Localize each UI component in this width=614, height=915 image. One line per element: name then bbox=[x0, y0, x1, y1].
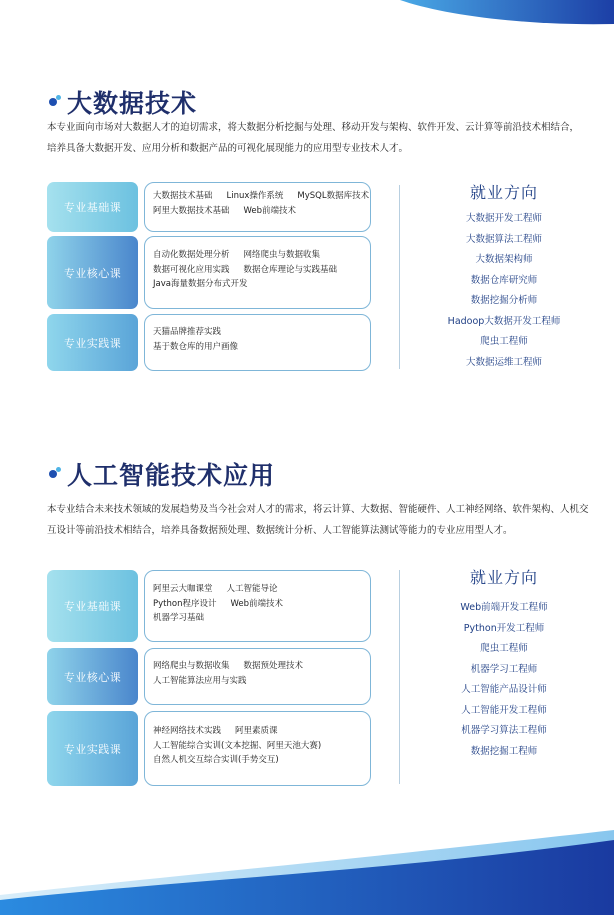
course-tag: 专业核心课 bbox=[47, 236, 138, 309]
course-line bbox=[153, 277, 362, 292]
divider bbox=[399, 570, 400, 784]
course-item: Python程序设计 bbox=[153, 598, 217, 609]
course-item: 数据可视化应用实践 bbox=[153, 264, 230, 275]
course-item: 数据预处理技术 bbox=[243, 661, 304, 671]
course-item: 数据仓库理论与实践基础 bbox=[243, 264, 338, 275]
course-box bbox=[144, 182, 371, 232]
course-item: 人工智能综合实训(文本挖掘、阿里天池大赛) bbox=[153, 740, 322, 751]
course-line bbox=[153, 597, 362, 612]
intro-line: 本专业结合未来技术领域的发展趋势及当今社会对人才的需求，将云计算、大数据、智能硬件、人工神经网络、软件架构、人机交 bbox=[47, 504, 589, 515]
course-line bbox=[153, 263, 362, 278]
course-line bbox=[153, 582, 362, 597]
job-item: 数据仓库研究师 bbox=[470, 274, 538, 286]
course-box bbox=[144, 648, 371, 705]
top-wave-decoration bbox=[0, 0, 614, 40]
course-line bbox=[153, 674, 362, 689]
job-item: 数据挖掘分析师 bbox=[470, 295, 538, 306]
job-item: 爬虫工程师 bbox=[480, 643, 528, 654]
course-item: 自动化数据处理分析 bbox=[153, 250, 230, 260]
job-item: 大数据架构师 bbox=[475, 254, 533, 265]
course-item: 人工智能算法应用与实践 bbox=[153, 675, 247, 686]
intro-line: 互设计等前沿技术相结合，培养具备数据预处理、数据统计分析、人工智能算法测试等能力的专业应用型人才。 bbox=[47, 525, 513, 536]
course-line bbox=[153, 659, 362, 674]
course-item: 天猫品牌推荐实践 bbox=[153, 327, 222, 337]
job-item: Web前端开发工程师 bbox=[460, 602, 548, 613]
course-item: MySQL数据库技术 bbox=[297, 191, 370, 201]
job-item: 机器学习算法工程师 bbox=[461, 725, 547, 736]
job-item: 大数据运维工程师 bbox=[465, 356, 542, 368]
course-item: 机器学习基础 bbox=[153, 613, 205, 623]
course-item: Java海量数据分布式开发 bbox=[153, 279, 248, 289]
jobs-panel bbox=[406, 565, 602, 762]
title-dot-icon bbox=[47, 93, 65, 111]
course-box bbox=[144, 570, 371, 642]
course-line bbox=[153, 325, 362, 340]
job-item: 大数据算法工程师 bbox=[465, 233, 542, 245]
course-line bbox=[153, 724, 362, 739]
section-heading: 大数据技术 bbox=[67, 89, 198, 118]
course-item: 神经网络技术实践 bbox=[153, 726, 222, 736]
course-row-foundation bbox=[47, 182, 371, 232]
job-item: 人工智能开发工程师 bbox=[461, 704, 547, 716]
job-item: 机器学习工程师 bbox=[470, 663, 538, 675]
job-item: Python开发工程师 bbox=[463, 622, 545, 634]
course-row-core bbox=[47, 236, 371, 309]
intro-line: 培养具备大数据开发、应用分析和数据产品的可视化展现能力的应用型专业技术人才。 bbox=[47, 143, 409, 154]
section-heading: 人工智能技术应用 bbox=[67, 461, 276, 490]
section-title-ai bbox=[47, 456, 275, 492]
course-box bbox=[144, 711, 371, 786]
course-tag: 专业基础课 bbox=[47, 182, 138, 232]
jobs-panel bbox=[406, 180, 602, 373]
intro-line: 本专业面向市场对大数据人才的迫切需求，将大数据分析挖掘与处理、移动开发与架构、软件开发、云计算等前沿技术相结合， bbox=[47, 122, 580, 133]
course-row-foundation bbox=[47, 570, 371, 642]
course-line bbox=[153, 739, 362, 754]
section-intro bbox=[47, 117, 580, 159]
course-row-core bbox=[47, 648, 371, 705]
course-tag: 专业核心课 bbox=[47, 648, 138, 705]
course-item: Web前端技术 bbox=[243, 205, 297, 216]
course-item: Linux操作系统 bbox=[226, 191, 284, 201]
course-item: 网络爬虫与数据收集 bbox=[243, 250, 321, 260]
course-box bbox=[144, 314, 371, 371]
course-tag: 专业实践课 bbox=[47, 711, 138, 786]
course-tag: 专业实践课 bbox=[47, 314, 138, 371]
course-item: 人工智能导论 bbox=[226, 584, 278, 594]
course-line bbox=[153, 611, 362, 626]
jobs-title: 就业方向 bbox=[469, 568, 538, 587]
course-row-practice bbox=[47, 711, 371, 786]
title-dot-icon bbox=[47, 465, 65, 483]
course-line bbox=[153, 189, 370, 204]
course-item: 自然人机交互综合实训(手势交互) bbox=[153, 755, 279, 765]
job-item: 人工智能产品设计师 bbox=[461, 684, 547, 695]
bottom-wave-decoration bbox=[0, 800, 614, 915]
course-box bbox=[144, 236, 371, 309]
course-item: Web前端技术 bbox=[230, 598, 284, 609]
course-item: 网络爬虫与数据收集 bbox=[153, 661, 230, 671]
job-item: 爬虫工程师 bbox=[480, 336, 528, 347]
section-title-big-data bbox=[47, 84, 197, 120]
course-item: 阿里大数据技术基础 bbox=[153, 205, 230, 216]
course-tag: 专业基础课 bbox=[47, 570, 138, 642]
course-line bbox=[153, 753, 362, 768]
course-line bbox=[153, 340, 362, 355]
course-item: 大数据技术基础 bbox=[153, 191, 213, 201]
course-line bbox=[153, 204, 362, 219]
job-item: Hadoop大数据开发工程师 bbox=[447, 315, 561, 327]
course-line bbox=[153, 248, 362, 263]
job-item: 数据挖掘工程师 bbox=[470, 745, 538, 757]
divider bbox=[399, 185, 400, 369]
course-item: 阿里云大咖课堂 bbox=[153, 584, 213, 594]
course-item: 阿里素质课 bbox=[235, 726, 278, 736]
section-intro bbox=[47, 499, 589, 541]
course-row-practice bbox=[47, 314, 371, 371]
course-item: 基于数仓库的用户画像 bbox=[153, 341, 239, 352]
job-item: 大数据开发工程师 bbox=[465, 213, 542, 224]
jobs-title: 就业方向 bbox=[469, 183, 538, 202]
